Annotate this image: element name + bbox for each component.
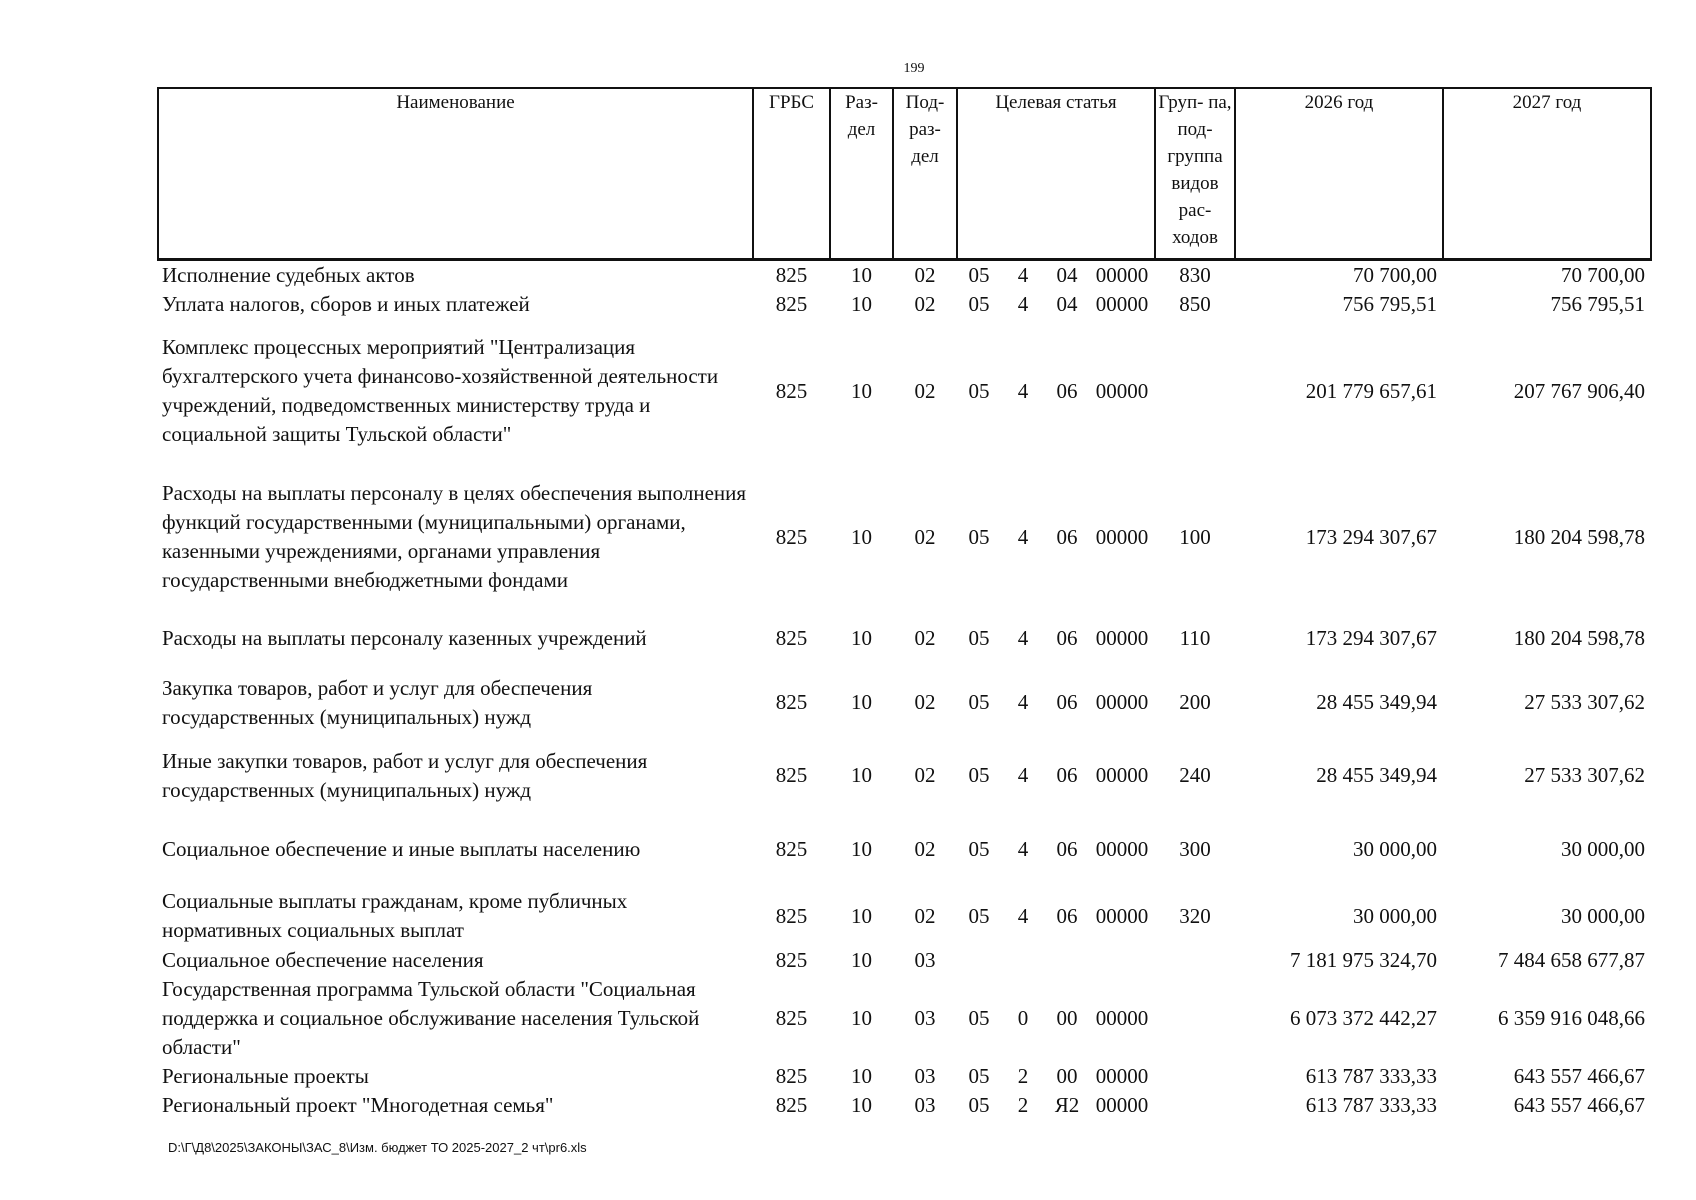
cell-target-type: 4 xyxy=(1017,903,1029,928)
cell-name: Социальное обеспечение населения xyxy=(162,947,484,972)
cell-target-type: 4 xyxy=(1017,378,1029,403)
cell-expense-group: 300 xyxy=(1179,837,1211,861)
cell-target-type: 4 xyxy=(1017,763,1029,787)
cell-grbs: 825 xyxy=(775,378,808,403)
cell-name: Комплекс процессных мероприятий "Централизация бухгалтерского учета финансово-хозяйственной деятельности учреждений, подведомственных министерству труда и социальной защиты Тульской области" xyxy=(162,335,719,446)
cell-expense-group xyxy=(1155,946,1235,975)
cell-name: Социальное обеспечение и иные выплаты населению xyxy=(162,837,641,861)
cell-target-direction: 00000 xyxy=(1095,763,1149,787)
cell-target-element: 06 xyxy=(1056,378,1078,403)
cell-target-type: 4 xyxy=(1017,524,1029,549)
table-row xyxy=(158,887,1651,946)
cell-target-element: 04 xyxy=(1056,262,1078,287)
cell-amount-2026: 613 787 333,33 xyxy=(1305,1063,1437,1088)
cell-podrazdel: 02 xyxy=(914,837,936,861)
cell-target-element: 06 xyxy=(1056,524,1078,549)
cell-target-type: 2 xyxy=(1017,1063,1029,1088)
cell-expense-group: 320 xyxy=(1179,903,1211,928)
cell-target-direction: 00000 xyxy=(1095,291,1149,316)
header-tselevaya: Целевая статья xyxy=(957,88,1155,259)
cell-target-element: 00 xyxy=(1056,1005,1078,1030)
table-row xyxy=(158,611,1651,667)
cell-podrazdel: 02 xyxy=(914,626,936,650)
cell-target-direction: 00000 xyxy=(1095,626,1149,650)
cell-grbs: 825 xyxy=(775,903,808,928)
cell-grbs: 825 xyxy=(775,763,808,787)
table-row xyxy=(158,1091,1651,1120)
cell-grbs: 825 xyxy=(775,837,808,861)
cell-razdel: 10 xyxy=(851,1092,872,1117)
cell-name: Расходы на выплаты персоналу в целях обеспечения выполнения функций государственными (муниципальными) органами, казенными учреждениями, органами управления государственными внебюджетными фондами xyxy=(162,481,747,592)
cell-expense-group: 240 xyxy=(1179,763,1211,787)
cell-amount-2026: 613 787 333,33 xyxy=(1305,1092,1437,1117)
cell-podrazdel: 02 xyxy=(914,690,936,714)
cell-razdel: 10 xyxy=(851,626,872,650)
cell-target-element: 06 xyxy=(1056,903,1078,928)
cell-amount-2027: 30 000,00 xyxy=(1561,903,1645,928)
cell-podrazdel: 03 xyxy=(914,947,936,972)
cell-grbs: 825 xyxy=(775,1005,808,1030)
cell-grbs: 825 xyxy=(775,524,808,549)
table-row xyxy=(158,1062,1651,1091)
cell-target-program: 05 xyxy=(968,903,990,928)
cell-target-program: 05 xyxy=(968,837,990,861)
cell-target-program: 05 xyxy=(968,690,990,714)
cell-podrazdel: 02 xyxy=(914,378,936,403)
cell-razdel: 10 xyxy=(851,1005,872,1030)
cell-amount-2026: 173 294 307,67 xyxy=(1305,626,1437,650)
cell-razdel: 10 xyxy=(851,378,872,403)
cell-target-direction: 00000 xyxy=(1095,378,1149,403)
cell-target-direction: 00000 xyxy=(1095,1092,1149,1117)
table-row xyxy=(158,464,1651,611)
cell-amount-2027: 756 795,51 xyxy=(1550,291,1645,316)
cell-amount-2027: 643 557 466,67 xyxy=(1513,1063,1645,1088)
header-gruppa: Груп- па, под- группа видов рас- ходов xyxy=(1155,88,1235,259)
header-podrazdel: Под- раз- дел xyxy=(893,88,957,259)
cell-target-element xyxy=(1045,946,1089,975)
cell-target-element: 00 xyxy=(1056,1063,1078,1088)
cell-target-direction: 00000 xyxy=(1095,903,1149,928)
cell-target-program: 05 xyxy=(968,1063,990,1088)
cell-name: Закупка товаров, работ и услуг для обеспечения государственных (муниципальных) нужд xyxy=(162,675,593,729)
cell-amount-2027: 27 533 307,62 xyxy=(1524,690,1645,714)
cell-amount-2026: 28 455 349,94 xyxy=(1316,763,1437,787)
cell-target-type: 0 xyxy=(1017,1005,1029,1030)
table-row xyxy=(158,319,1651,464)
cell-target-element: 06 xyxy=(1056,837,1078,861)
cell-target-program: 05 xyxy=(968,1005,990,1030)
cell-podrazdel: 03 xyxy=(914,1063,936,1088)
cell-expense-group: 850 xyxy=(1179,291,1211,316)
cell-amount-2027: 7 484 658 677,87 xyxy=(1498,947,1645,972)
table-row xyxy=(158,667,1651,739)
cell-target-direction: 00000 xyxy=(1095,262,1149,287)
header-razdel: Раз- дел xyxy=(830,88,893,259)
cell-name: Региональные проекты xyxy=(162,1063,369,1088)
header-name: Наименование xyxy=(158,88,753,259)
cell-expense-group xyxy=(1155,975,1235,1062)
cell-amount-2027: 180 204 598,78 xyxy=(1513,626,1645,650)
cell-target-program: 05 xyxy=(968,262,990,287)
cell-razdel: 10 xyxy=(851,1063,872,1088)
cell-grbs: 825 xyxy=(775,690,808,714)
cell-target-program: 05 xyxy=(968,763,990,787)
cell-podrazdel: 02 xyxy=(914,262,936,287)
cell-amount-2026: 30 000,00 xyxy=(1353,837,1437,861)
table-row xyxy=(158,290,1651,319)
budget-table xyxy=(157,87,1652,1120)
cell-razdel: 10 xyxy=(851,837,872,861)
cell-grbs: 825 xyxy=(775,291,808,316)
cell-razdel: 10 xyxy=(851,524,872,549)
cell-grbs: 825 xyxy=(775,626,808,650)
cell-target-program: 05 xyxy=(968,378,990,403)
table-body xyxy=(158,259,1651,1120)
cell-expense-group: 110 xyxy=(1179,626,1211,650)
cell-target-program: 05 xyxy=(968,626,990,650)
cell-grbs: 825 xyxy=(775,1063,808,1088)
cell-amount-2027: 6 359 916 048,66 xyxy=(1498,1005,1645,1030)
cell-target-program: 05 xyxy=(968,1092,990,1117)
cell-target-element: 06 xyxy=(1056,690,1078,714)
cell-name: Социальные выплаты гражданам, кроме публичных нормативных социальных выплат xyxy=(162,889,628,942)
cell-amount-2026: 756 795,51 xyxy=(1342,291,1437,316)
cell-target-direction: 00000 xyxy=(1095,1063,1149,1088)
cell-razdel: 10 xyxy=(851,947,872,972)
cell-expense-group: 830 xyxy=(1179,262,1211,287)
cell-expense-group xyxy=(1155,1091,1235,1120)
cell-razdel: 10 xyxy=(851,903,872,928)
cell-podrazdel: 02 xyxy=(914,524,936,549)
cell-target-element: Я2 xyxy=(1054,1092,1080,1117)
cell-target-type: 4 xyxy=(1017,262,1029,287)
cell-target-direction: 00000 xyxy=(1095,837,1149,861)
cell-name: Иные закупки товаров, работ и услуг для обеспечения государственных (муниципальных) нужд xyxy=(162,748,648,802)
cell-target-direction: 00000 xyxy=(1095,1005,1149,1030)
cell-amount-2027: 180 204 598,78 xyxy=(1513,524,1645,549)
cell-target-element: 04 xyxy=(1056,291,1078,316)
cell-expense-group xyxy=(1155,319,1235,464)
cell-target-direction: 00000 xyxy=(1095,524,1149,549)
cell-target-type xyxy=(1001,946,1045,975)
cell-grbs: 825 xyxy=(775,1092,808,1117)
footer-file-path: D:\Г\Д8\2025\ЗАКОНЫ\ЗАС_8\Изм. бюджет ТО 2025-2027_2 чт\pr6.xls xyxy=(168,1140,587,1155)
table-header-row xyxy=(158,88,1651,259)
cell-razdel: 10 xyxy=(851,690,872,714)
table-row xyxy=(158,259,1651,290)
table-row xyxy=(158,946,1651,975)
header-2026: 2026 год xyxy=(1235,88,1443,259)
cell-expense-group: 100 xyxy=(1179,524,1211,549)
cell-amount-2026: 201 779 657,61 xyxy=(1305,378,1437,403)
cell-name: Исполнение судебных актов xyxy=(162,262,415,287)
cell-target-element: 06 xyxy=(1056,626,1078,650)
cell-name: Государственная программа Тульской области "Социальная поддержка и социальное обслуживание населения Тульской области" xyxy=(162,976,700,1059)
cell-target-element: 06 xyxy=(1056,763,1078,787)
cell-name: Региональный проект "Многодетная семья" xyxy=(162,1092,554,1117)
cell-amount-2026: 28 455 349,94 xyxy=(1316,690,1437,714)
cell-amount-2027: 207 767 906,40 xyxy=(1513,378,1645,403)
cell-amount-2027: 70 700,00 xyxy=(1561,262,1645,287)
cell-target-direction xyxy=(1089,946,1155,975)
cell-amount-2027: 30 000,00 xyxy=(1561,837,1645,861)
cell-amount-2027: 643 557 466,67 xyxy=(1513,1092,1645,1117)
cell-amount-2026: 30 000,00 xyxy=(1353,903,1437,928)
cell-target-type: 4 xyxy=(1017,690,1029,714)
cell-amount-2027: 27 533 307,62 xyxy=(1524,763,1645,787)
cell-amount-2026: 7 181 975 324,70 xyxy=(1290,947,1437,972)
cell-podrazdel: 03 xyxy=(914,1092,936,1117)
cell-target-program: 05 xyxy=(968,524,990,549)
cell-target-program: 05 xyxy=(968,291,990,316)
header-2027: 2027 год xyxy=(1443,88,1651,259)
cell-amount-2026: 70 700,00 xyxy=(1353,262,1437,287)
cell-grbs: 825 xyxy=(775,947,808,972)
cell-target-program xyxy=(957,946,1001,975)
cell-target-direction: 00000 xyxy=(1095,690,1149,714)
cell-expense-group: 200 xyxy=(1179,690,1211,714)
cell-target-type: 4 xyxy=(1017,291,1029,316)
cell-razdel: 10 xyxy=(851,291,872,316)
cell-amount-2026: 173 294 307,67 xyxy=(1305,524,1437,549)
cell-podrazdel: 02 xyxy=(914,291,936,316)
cell-target-type: 4 xyxy=(1017,626,1029,650)
cell-podrazdel: 02 xyxy=(914,763,936,787)
cell-name: Уплата налогов, сборов и иных платежей xyxy=(162,291,530,316)
cell-grbs: 825 xyxy=(775,262,808,287)
cell-amount-2026: 6 073 372 442,27 xyxy=(1290,1005,1437,1030)
cell-podrazdel: 03 xyxy=(914,1005,936,1030)
table-row xyxy=(158,739,1651,813)
table-row xyxy=(158,813,1651,887)
cell-target-type: 2 xyxy=(1017,1092,1029,1117)
cell-name: Расходы на выплаты персоналу казенных учреждений xyxy=(162,626,647,650)
cell-podrazdel: 02 xyxy=(914,903,936,928)
page-number: 199 xyxy=(903,61,925,76)
header-grbs: ГРБС xyxy=(753,88,830,259)
cell-target-type: 4 xyxy=(1017,837,1029,861)
cell-expense-group xyxy=(1155,1062,1235,1091)
cell-razdel: 10 xyxy=(851,262,872,287)
table-row xyxy=(158,975,1651,1062)
cell-razdel: 10 xyxy=(851,763,872,787)
